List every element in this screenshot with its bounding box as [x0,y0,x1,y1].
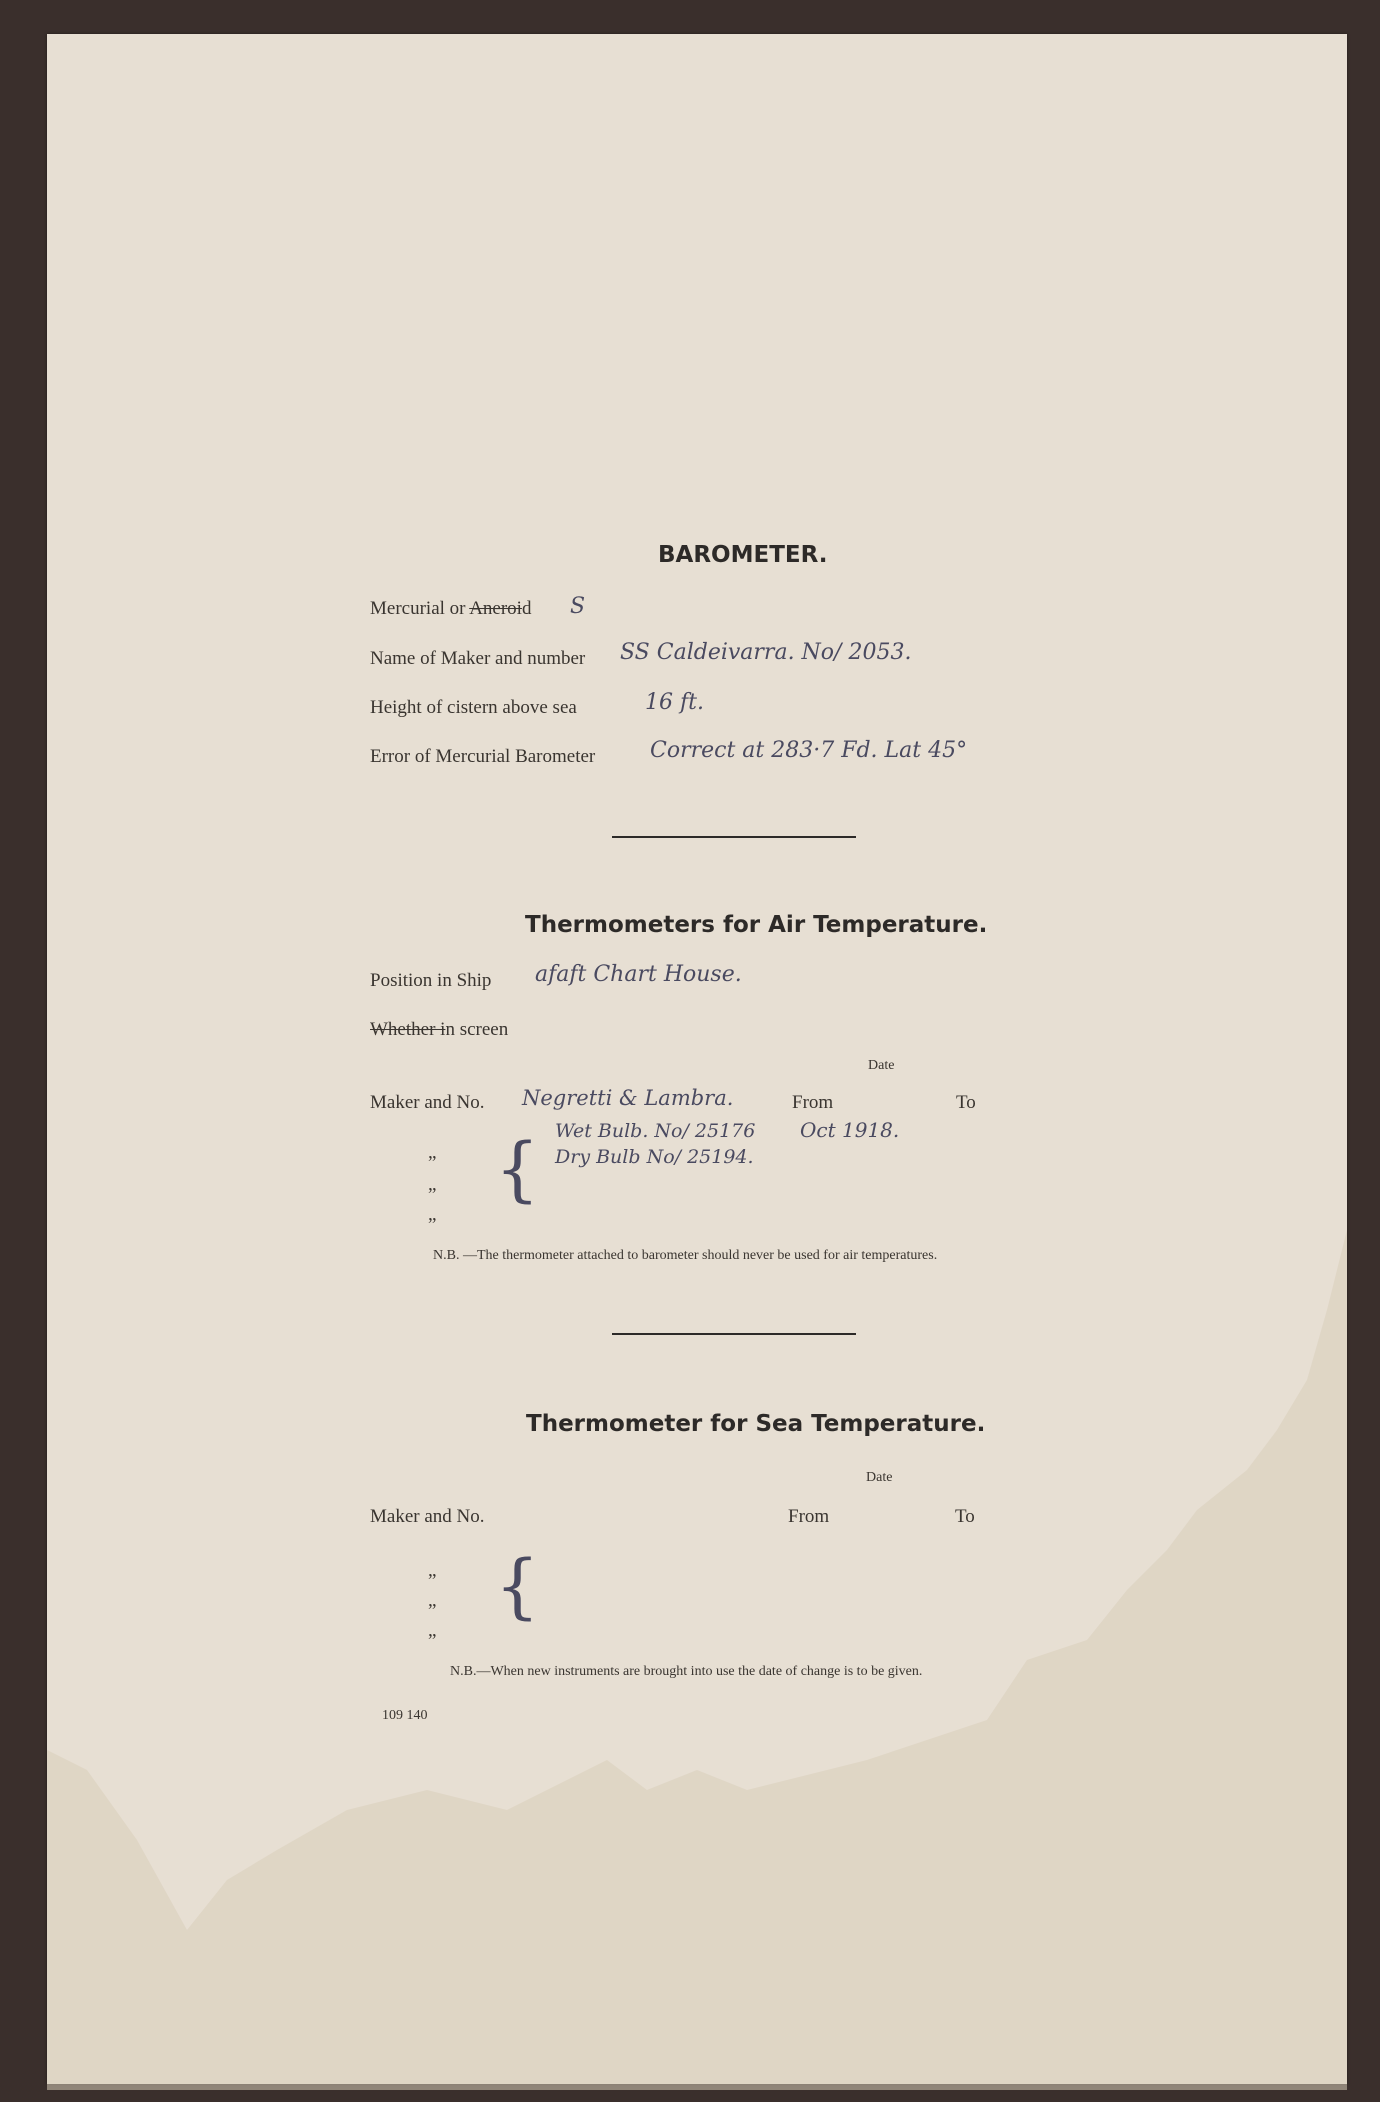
form-code: 109 140 [382,1708,428,1723]
mercurial-text: Mercurial or [370,598,466,619]
position-value: afaft Chart House. [535,962,742,987]
aneroid-tail-text: d [521,598,532,619]
maker-name-label: Name of Maker and number [370,648,586,669]
air-from-label: From [792,1092,834,1113]
barometer-title: BAROMETER. [658,542,828,568]
whether-tail-text: n screen [445,1019,509,1040]
position-label: Position in Ship [370,970,492,991]
whether-struck-text: Whether i [370,1019,446,1040]
air-ditto-3: „ [428,1204,437,1225]
section-divider-1 [612,836,856,838]
sea-ditto-3: „ [428,1620,437,1641]
air-maker-value: Negretti & Lambra. [522,1086,734,1110]
torn-edge [47,1230,1347,2090]
aneroid-struck-text: Aneroi [469,598,522,619]
barometer-error-value: Correct at 283·7 Fd. Lat 45° [650,738,968,763]
air-ditto-1: „ [428,1142,437,1163]
air-brace-icon: { [495,1128,540,1210]
section-divider-2 [612,1333,856,1335]
mercurial-value: S [570,594,586,619]
sea-date-label: Date [866,1470,893,1485]
mercurial-label [370,598,531,620]
cistern-height-label: Height of cistern above sea [370,697,577,718]
air-to-label: To [956,1092,976,1113]
sea-to-label: To [955,1506,975,1527]
whether-in-screen-label [370,1019,508,1041]
air-note: N.B. —The thermometer attached to barometer should never be used for air temperatures. [433,1248,938,1263]
sea-thermometer-title: Thermometer for Sea Temperature. [526,1411,986,1437]
dry-bulb-value: Dry Bulb No/ 25194. [555,1146,754,1168]
sea-ditto-2: „ [428,1590,437,1611]
air-from-value: Oct 1918. [800,1118,900,1142]
sea-brace-icon: { [495,1545,540,1627]
cistern-height-value: 16 ft. [645,690,704,715]
sea-ditto-1: „ [428,1560,437,1581]
air-thermometers-title: Thermometers for Air Temperature. [525,912,988,938]
air-ditto-2: „ [428,1174,437,1195]
air-maker-label: Maker and No. [370,1092,485,1113]
maker-name-value: SS Caldeivarra. No/ 2053. [620,640,912,665]
sea-maker-label: Maker and No. [370,1506,485,1527]
wet-bulb-value: Wet Bulb. No/ 25176 [555,1120,756,1142]
barometer-error-label: Error of Mercurial Barometer [370,746,596,767]
sea-from-label: From [788,1506,830,1527]
air-date-label: Date [868,1058,895,1073]
sea-note: N.B.—When new instruments are brought into use the date of change is to be given. [450,1664,923,1679]
